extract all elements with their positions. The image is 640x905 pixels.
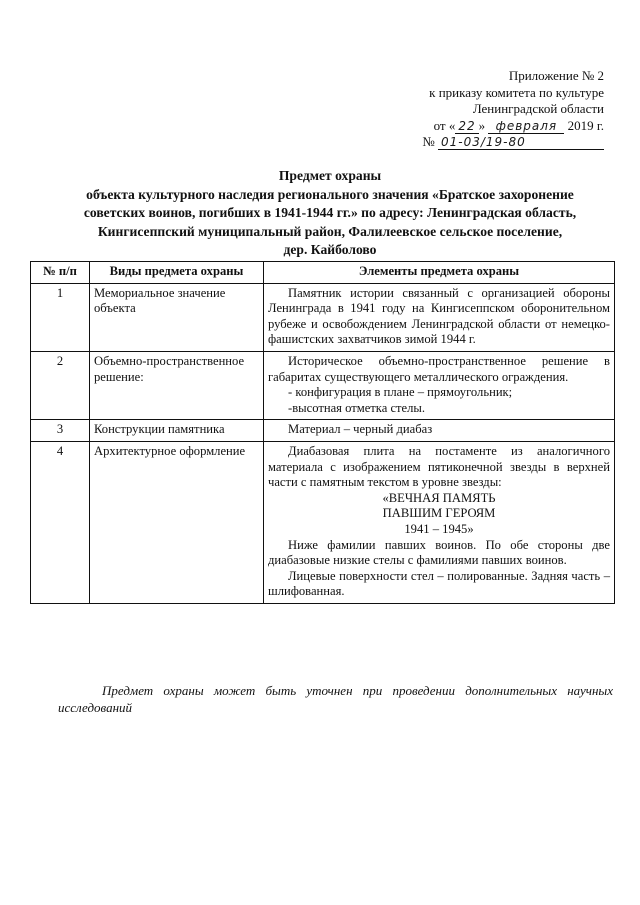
row-elements [264,441,615,603]
title-line-3: советских воинов, погибших в 1941-1944 гг.» по адресу: Ленинградская область, [83,205,577,220]
handwritten-day: 22 [455,120,478,134]
element-paragraph: Памятник истории связанный с организацией обороны Ленинграда в 1941 году на Кингисеппском оборонительном рубеже и освобождением Ленинградской области от немецко-фашистских захватчиков зимой 1944 г. [268,285,610,347]
handwritten-month: февраля [488,120,564,134]
row-type: Объемно-пространственное решение: [90,351,264,419]
table-row [31,351,615,419]
row-type: Конструкции памятника [90,420,264,442]
header-types: Виды предмета охраны [90,262,264,284]
header-number: № п/п [31,262,90,284]
title-line-5: дер. Кайболово [283,242,377,257]
document-title [40,167,620,260]
element-paragraph: Историческое объемно-пространственное решение в габаритах существующего металлического ограждения. [268,353,610,384]
table-row [31,283,615,351]
header-elements: Элементы предмета охраны [264,262,615,284]
appendix-date-line [422,118,604,135]
row-type: Мемориальное значение объекта [90,283,264,351]
date-year: 2019 г. [567,117,604,133]
date-mid: » [478,117,486,133]
element-paragraph: Ниже фамилии павших воинов. По обе стороны две диабазовые низкие стелы с фамилиями павших воинов. [268,537,610,568]
element-paragraph: Диабазовая плита на постаменте из аналогичного материала с изображением пятиконечной звезды в верхней части с памятным текстом в уровне звезды: [268,443,610,490]
row-number: 4 [31,441,90,603]
appendix-number-line [422,134,604,151]
title-line-4: Кингисеппский муниципальный район, Фалилеевское сельское поселение, [97,223,563,239]
inscription-line: 1941 – 1945» [404,521,474,536]
appendix-region-line: Ленинградской области [472,101,604,116]
inscription-line: ПАВШИМ ГЕРОЯМ [382,506,496,521]
appendix-header [422,68,604,151]
handwritten-number: 01-03/19-80 [438,136,604,150]
number-prefix: № [422,134,435,149]
protection-subject-table [30,261,615,604]
table-header-row [31,262,615,284]
footnote: Предмет охраны может быть уточнен при проведении дополнительных научных исследований [58,683,613,715]
title-line-2: объекта культурного наследия регионального значения «Братское захоронение [86,186,574,202]
appendix-order-line: к приказу комитета по культуре [429,84,604,100]
element-list-item: -высотная отметка стелы. [288,400,426,415]
row-number: 1 [31,283,90,351]
table-row [31,420,615,442]
title-line-1: Предмет охраны [278,168,382,183]
row-number: 2 [31,351,90,419]
element-list-item: - конфигурация в плане – прямоугольник; [288,385,513,400]
element-paragraph: Материал – черный диабаз [288,422,433,437]
row-number: 3 [31,420,90,442]
row-elements [264,351,615,419]
element-paragraph: Лицевые поверхности стел – полированные. Задняя часть – шлифованная. [268,568,610,599]
date-prefix: от « [433,117,456,133]
row-elements [264,283,615,351]
table-row [31,441,615,603]
inscription-line: «ВЕЧНАЯ ПАМЯТЬ [382,490,496,505]
row-elements [264,420,615,442]
appendix-title: Приложение № 2 [508,68,604,83]
row-type: Архитектурное оформление [90,441,264,603]
